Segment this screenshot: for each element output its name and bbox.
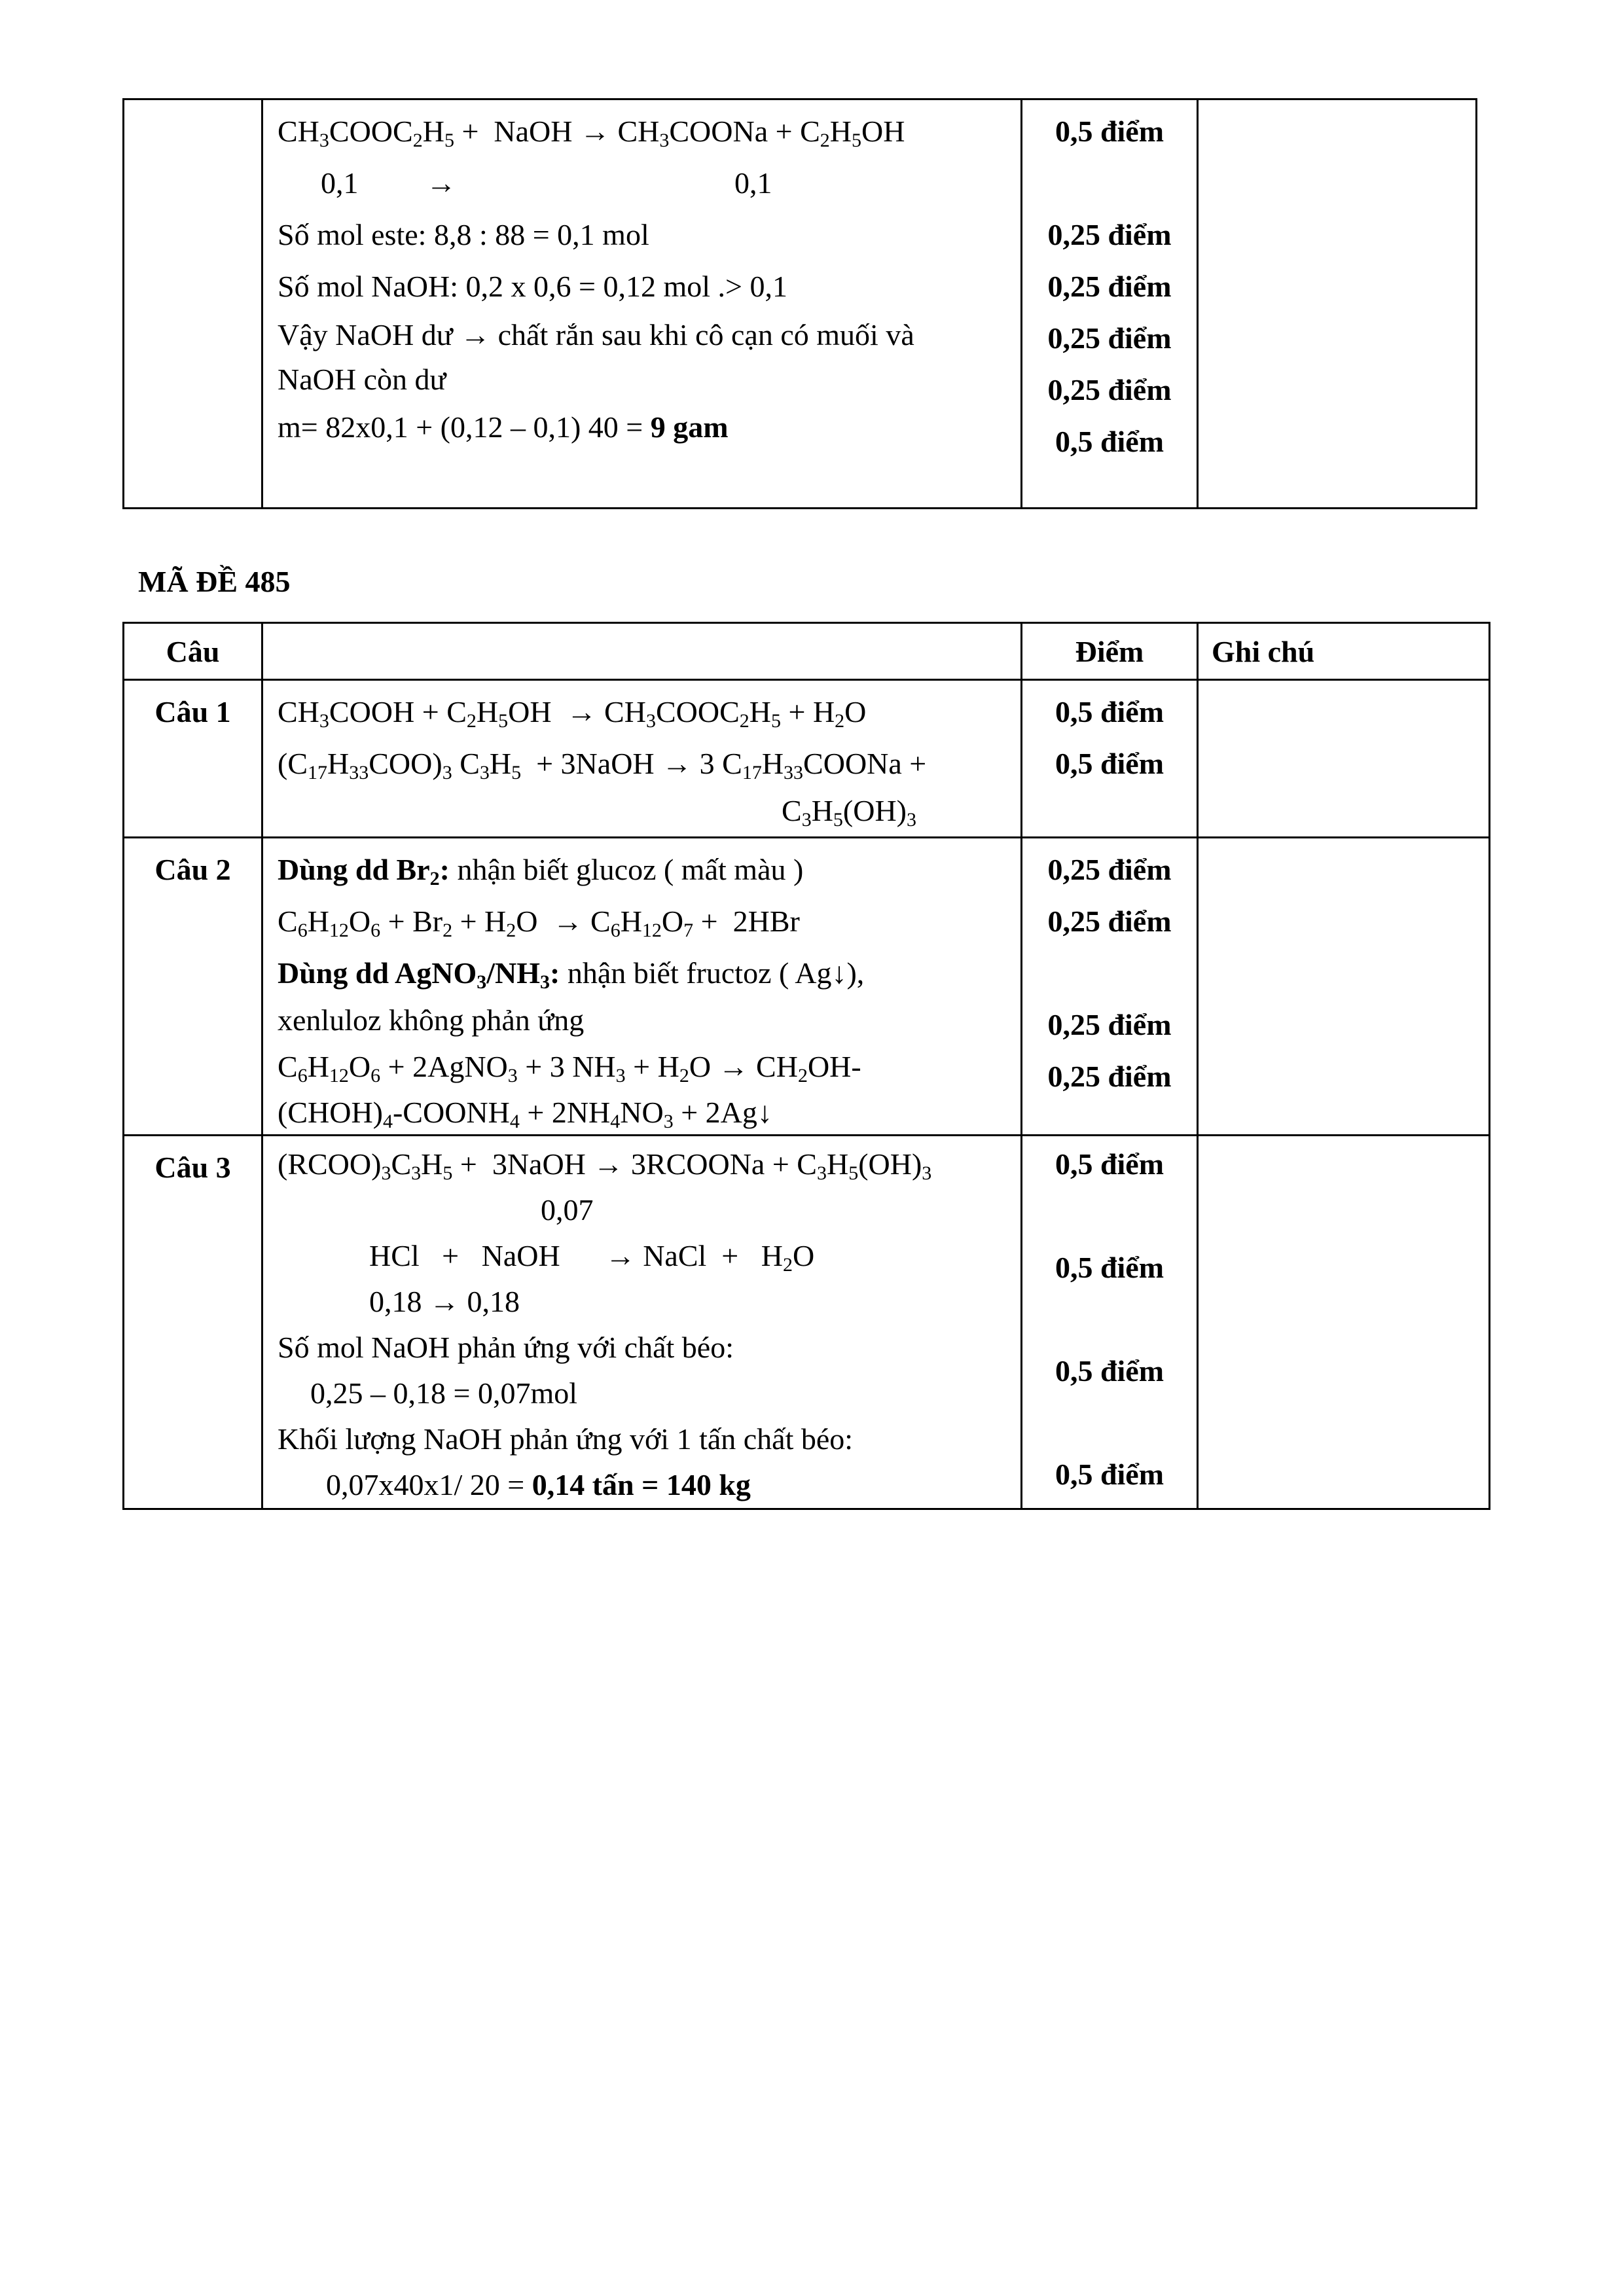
question-label-text: Câu 1 [154, 695, 231, 728]
content-cell [262, 838, 1022, 1136]
method-bold: Dùng dd Br [278, 853, 430, 886]
method-text: nhận biết fructoz ( Ag↓), [560, 956, 865, 990]
points-cell [1022, 1136, 1198, 1509]
question-label [124, 838, 262, 1136]
equation-line: $C_3H_5(OH)_3$ [782, 794, 916, 831]
points-value: 0,5 điểm [1055, 1354, 1164, 1388]
text-line: Dùng dd $AgNO_3/NH_3$: nhận biết fructoz ( Ag↓), [278, 956, 865, 993]
question-label-text: Câu 2 [154, 853, 231, 886]
equation-line: $(CHOH)_4-COONH_4 + 2NH_4NO_3$ + 2Ag↓ [278, 1096, 772, 1132]
mole-line: 0,18 → 0,18 [369, 1285, 520, 1318]
header-ghichu [1198, 623, 1490, 680]
note-cell [1198, 99, 1477, 509]
points-value: 0,25 điểm [1047, 218, 1172, 251]
equation-line: $CH_3COOH + C_2H_5OH$ → $CH_3COOC_2H_5 + H_2O$ [278, 695, 867, 732]
equation-line: HCl + NaOH → NaCl + $H_2O$ [369, 1239, 815, 1276]
table-row [124, 1136, 1490, 1509]
spacer [1022, 157, 1197, 209]
equation-line: $C_6H_{12}O_6 + Br_2 + H_2O \to C_6H_{12}O_7 + 2HBr$ [278, 905, 800, 941]
section-title: MÃ ĐỀ 485 [138, 565, 291, 598]
table-row [124, 99, 1477, 509]
answer-table [122, 622, 1490, 1510]
mole-line: 0,07 [541, 1193, 594, 1227]
points-value: 0,25 điểm [1047, 1060, 1172, 1093]
result-text: 0,07x40x1/ 20 = [326, 1468, 532, 1501]
note-cell [1198, 838, 1490, 1136]
equation-line: $(RCOO)_3C_3H_5$ + 3NaOH → 3RCOONa + $C_3H_5(OH)_3$ [278, 1147, 932, 1184]
spacer [1022, 947, 1197, 999]
text-line: xenluloz không phản ứng [278, 1003, 585, 1037]
points-value: 0,25 điểm [1047, 905, 1172, 938]
cau-cell [124, 99, 262, 509]
text-line: 0,25 – 0,18 = 0,07mol [310, 1376, 578, 1410]
points-value: 0,5 điểm [1055, 1147, 1164, 1181]
note-cell [1198, 1136, 1490, 1509]
equation-line: $(C_{17}H_{33}COO)_3$ $C_3H_5$ + 3NaOH → 3 $C_{17}H_{33}COONa$ + [278, 747, 927, 783]
points-value: 0,5 điểm [1055, 115, 1164, 148]
spacer [1022, 1187, 1197, 1245]
points-value: 0,25 điểm [1047, 1008, 1172, 1041]
header-diem: Điểm [1022, 623, 1198, 680]
result-line [278, 1462, 1020, 1508]
result-value: 0,14 tấn = 140 kg [532, 1468, 751, 1501]
text-line: Vậy NaOH dư → chất rắn sau khi cô cạn có muối và [278, 318, 914, 351]
method-text: nhận biết glucoz ( mất màu ) [449, 853, 804, 886]
question-label-text: Câu 3 [154, 1151, 231, 1184]
result-line [278, 401, 1020, 453]
content-cell [262, 680, 1022, 838]
points-value: 0,5 điểm [1055, 1251, 1164, 1284]
result-text: m= 82x0,1 + (0,12 – 0,1) 40 = [278, 410, 651, 444]
spacer [1022, 1394, 1197, 1452]
points-value: 0,25 điểm [1047, 373, 1172, 406]
points-cell [1022, 680, 1198, 838]
header-cau: Câu [124, 623, 262, 680]
points-value: 0,25 điểm [1047, 321, 1172, 355]
text-line: Số mol NaOH phản ứng với chất béo: [278, 1331, 734, 1364]
points-value: 0,5 điểm [1055, 1458, 1164, 1491]
points-cell [1022, 99, 1198, 509]
header-row [124, 623, 1490, 680]
text-line: Dùng dd $Br_2$: nhận biết glucoz ( mất màu ) [278, 853, 804, 889]
points-value: 0,5 điểm [1055, 747, 1164, 780]
question-label [124, 1136, 262, 1509]
text-line: Số mol NaOH: 0,2 x 0,6 = 0,12 mol .> 0,1 [278, 270, 787, 303]
method-bold: Dùng dd AgNO [278, 956, 477, 990]
question-label [124, 680, 262, 838]
points-value: 0,5 điểm [1055, 425, 1164, 458]
spacer [1022, 1291, 1197, 1348]
text-line: Số mol este: 8,8 : 88 = 0,1 mol [278, 218, 649, 251]
text-line: Khối lượng NaOH phản ứng với 1 tấn chất béo: [278, 1422, 854, 1456]
mole-line: 0,1 → 0,1 [321, 166, 772, 200]
note-cell [1198, 680, 1490, 838]
result-value: 9 gam [650, 410, 729, 444]
content-cell [262, 99, 1022, 509]
points-cell [1022, 838, 1198, 1136]
points-value: 0,25 điểm [1047, 853, 1172, 886]
table-row [124, 838, 1490, 1136]
equation-line: $C_6H_{12}O_6$ + 2AgNO$_3$ + 3 $NH_3 + H_2O \to CH_2OH-$ [278, 1050, 861, 1086]
text-line: NaOH còn dư [278, 363, 446, 396]
points-value: 0,5 điểm [1055, 695, 1164, 728]
table-row [124, 680, 1490, 838]
continuation-table [122, 98, 1477, 509]
points-value: 0,25 điểm [1047, 270, 1172, 303]
header-ghichu-text: Ghi chú [1212, 635, 1315, 668]
content-cell [262, 1136, 1022, 1509]
equation-line: $CH_3COOC_2H_5$ + NaOH → $CH_3COONa + C_2H_5OH$ [278, 115, 905, 151]
header-content [262, 623, 1022, 680]
